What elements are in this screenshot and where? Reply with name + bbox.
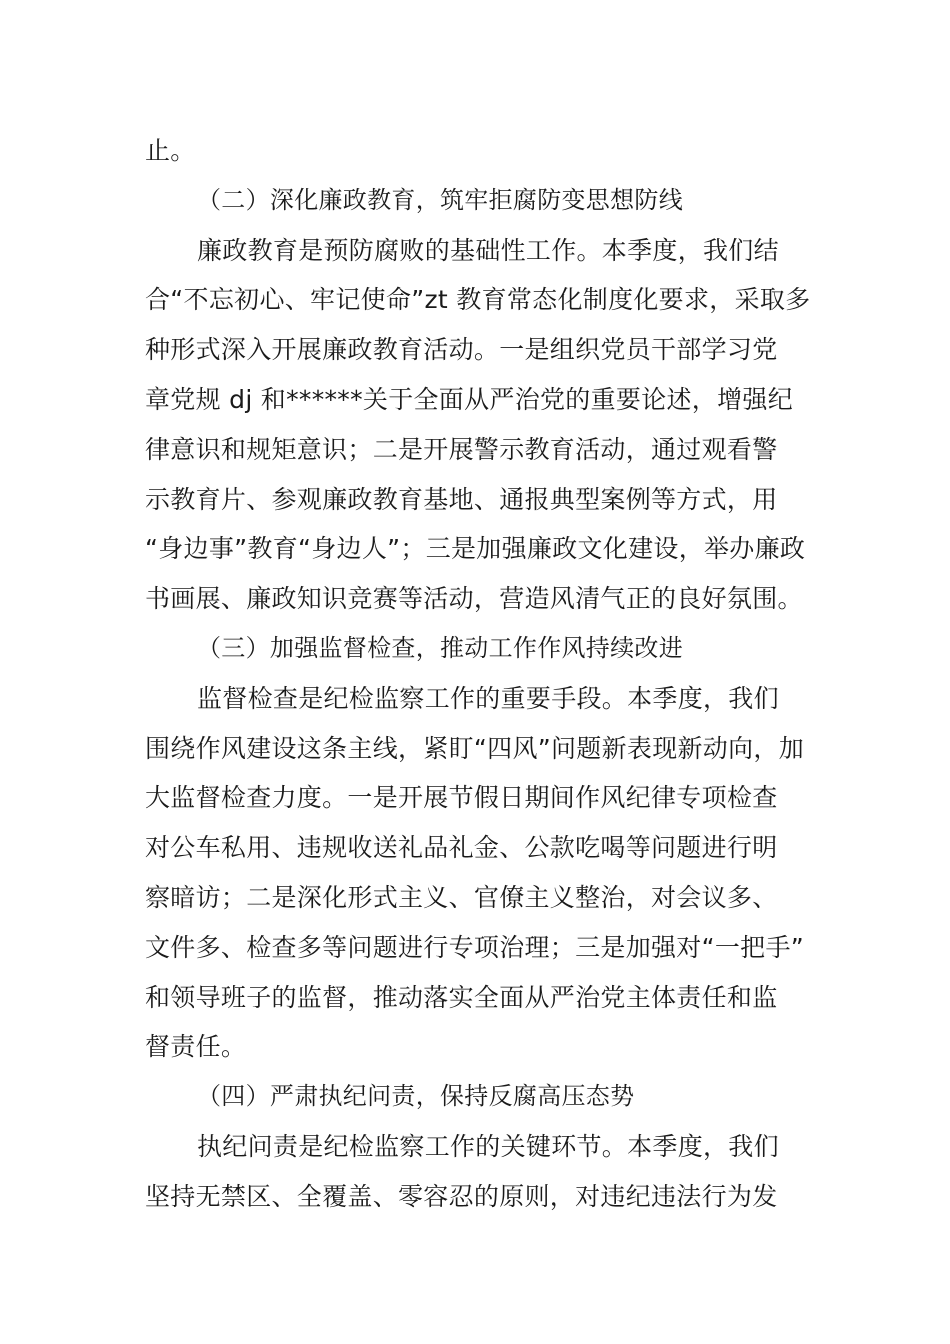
section-heading-4: （四）严肃执纪问责，保持反腐高压态势	[197, 1082, 635, 1111]
text-line: 律意识和规矩意识；二是开展警示教育活动，通过观看警	[145, 434, 778, 464]
text-line: 文件多、检查多等问题进行专项治理；三是加强对“一把手”	[145, 932, 805, 962]
text-line: 合“不忘初心、牢记使命”zt 教育常态化制度化要求，采取多	[145, 285, 811, 315]
text-line: 示教育片、参观廉政教育基地、通报典型案例等方式，用	[145, 484, 778, 514]
text-line: 大监督检查力度。一是开展节假日期间作风纪律专项检查	[145, 783, 778, 813]
text-line: 廉政教育是预防腐败的基础性工作。本季度，我们结	[197, 235, 779, 265]
section-heading-2: （二）深化廉政教育，筑牢拒腐防变思想防线	[197, 185, 683, 214]
text-line: 围绕作风建设这条主线，紧盯“四风”问题新表现新动向，加	[145, 733, 805, 763]
text-line: 止。	[145, 136, 196, 165]
text-line: 书画展、廉政知识竞赛等活动，营造风清气正的良好氛围。	[145, 584, 803, 614]
text-line: 监督检查是纪检监察工作的重要手段。本季度，我们	[197, 683, 779, 713]
text-line: 察暗访；二是深化形式主义、官僚主义整治，对会议多、	[145, 882, 778, 912]
text-line: “身边事”教育“身边人”；三是加强廉政文化建设，举办廉政	[145, 534, 806, 564]
text-line: 和领导班子的监督，推动落实全面从严治党主体责任和监	[145, 982, 778, 1012]
text-line: 对公车私用、违规收送礼品礼金、公款吃喝等问题进行明	[145, 833, 778, 863]
text-line: 章党规 dj 和******关于全面从严治党的重要论述，增强纪	[145, 384, 794, 414]
section-heading-3: （三）加强监督检查，推动工作作风持续改进	[197, 633, 683, 662]
text-line: 坚持无禁区、全覆盖、零容忍的原则，对违纪违法行为发	[145, 1181, 778, 1211]
document-body	[145, 126, 810, 1222]
text-line: 督责任。	[145, 1032, 247, 1062]
text-line: 执纪问责是纪检监察工作的关键环节。本季度，我们	[197, 1131, 779, 1161]
text-line: 种形式深入开展廉政教育活动。一是组织党员干部学习党	[145, 335, 778, 365]
